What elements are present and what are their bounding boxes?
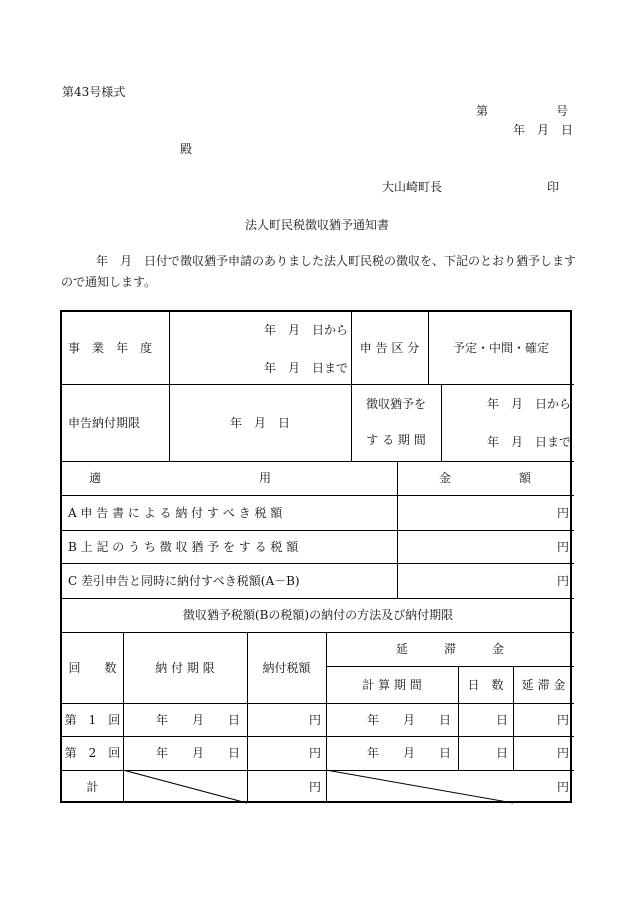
body-text: 年 月 日付で徴収猶予申請のありました法人町民税の徴収を、下記のとおり猶予しますので通知します。 [61, 254, 577, 289]
installment-1-amount-unit: 円 [308, 712, 321, 727]
seal-mark: 印 [547, 180, 560, 194]
deferral-from: 年 月 日から [486, 397, 571, 411]
fiscal-year-label: 事 業 年 度 [68, 341, 153, 355]
installment-2-count: 第 2 回 [64, 746, 121, 760]
installment-2-amount-unit: 円 [308, 746, 321, 760]
sender-title: 大山崎町長 [382, 180, 443, 194]
issue-date: 年 月 日 [513, 123, 574, 137]
summary-row-a-unit: 円 [556, 505, 569, 520]
summary-row-b-unit: 円 [556, 539, 569, 554]
form-number: 第43号様式 [62, 85, 126, 99]
installment-1-due: 年 月 日 [155, 712, 240, 727]
summary-row-c-label: C 差引申告と同時に納付すべき税額(A－B) [68, 573, 300, 588]
deadline-label: 申告納付期限 [68, 415, 141, 430]
fiscal-year-to: 年 月 日まで [263, 361, 348, 375]
doc-number-suffix: 号 [556, 104, 569, 118]
installment-title: 徴収猶予税額(Bの税額)の納付の方法及び納付期限 [182, 608, 454, 622]
summary-row-c-unit: 円 [556, 573, 569, 588]
installment-1-calc: 年 月 日 [366, 712, 451, 727]
doc-number-prefix: 第 [476, 104, 489, 118]
filing-type-label: 申 告 区 分 [359, 341, 420, 355]
addressee-honorific: 殿 [180, 142, 193, 156]
deferral-period-label-2: す る 期 間 [366, 433, 426, 447]
installment-2-calc: 年 月 日 [366, 746, 451, 760]
installment-header-amount: 納付税額 [262, 660, 311, 675]
installment-1-count: 第 1 回 [64, 712, 121, 727]
document-title: 法人町民税徴収猶予通知書 [245, 218, 390, 232]
installment-header-calc-period: 計 算 期 間 [362, 677, 422, 692]
summary-header-col1b: 用 [258, 471, 271, 485]
total-amount-unit: 円 [308, 779, 321, 794]
deferral-to: 年 月 日まで [486, 435, 571, 449]
installment-2-days-unit: 日 [495, 746, 508, 760]
installment-1-days-unit: 日 [495, 712, 508, 727]
summary-row-b-label: B 上 記 の う ち 徴 収 猶 予 を す る 税 額 [68, 539, 299, 554]
installment-header-due: 納 付 期 限 [155, 660, 215, 675]
installment-header-days: 日 数 [467, 677, 504, 692]
installment-1-late-unit: 円 [556, 712, 569, 727]
summary-header-col2b: 額 [518, 471, 531, 485]
installment-header-count: 回 数 [68, 660, 117, 675]
summary-row-a-label: A 申 告 書 に よ る 納 付 す べ き 税 額 [68, 505, 283, 520]
summary-header-col1a: 適 [88, 471, 101, 485]
deferral-period-label-1: 徴収猶予を [365, 397, 426, 411]
deadline-value: 年 月 日 [229, 415, 290, 430]
total-late-unit: 円 [556, 779, 569, 794]
total-label: 計 [86, 779, 99, 794]
installment-2-late-unit: 円 [556, 746, 569, 760]
installment-header-late-fee: 延 滞 金 [395, 642, 504, 656]
summary-header-col2a: 金 [438, 471, 451, 485]
installment-header-late-amount: 延 滞 金 [521, 677, 566, 692]
fiscal-year-from: 年 月 日から [263, 323, 348, 337]
filing-type-value: 予定・中間・確定 [452, 341, 549, 355]
installment-2-due: 年 月 日 [155, 746, 240, 760]
deferral-table [60, 310, 572, 803]
